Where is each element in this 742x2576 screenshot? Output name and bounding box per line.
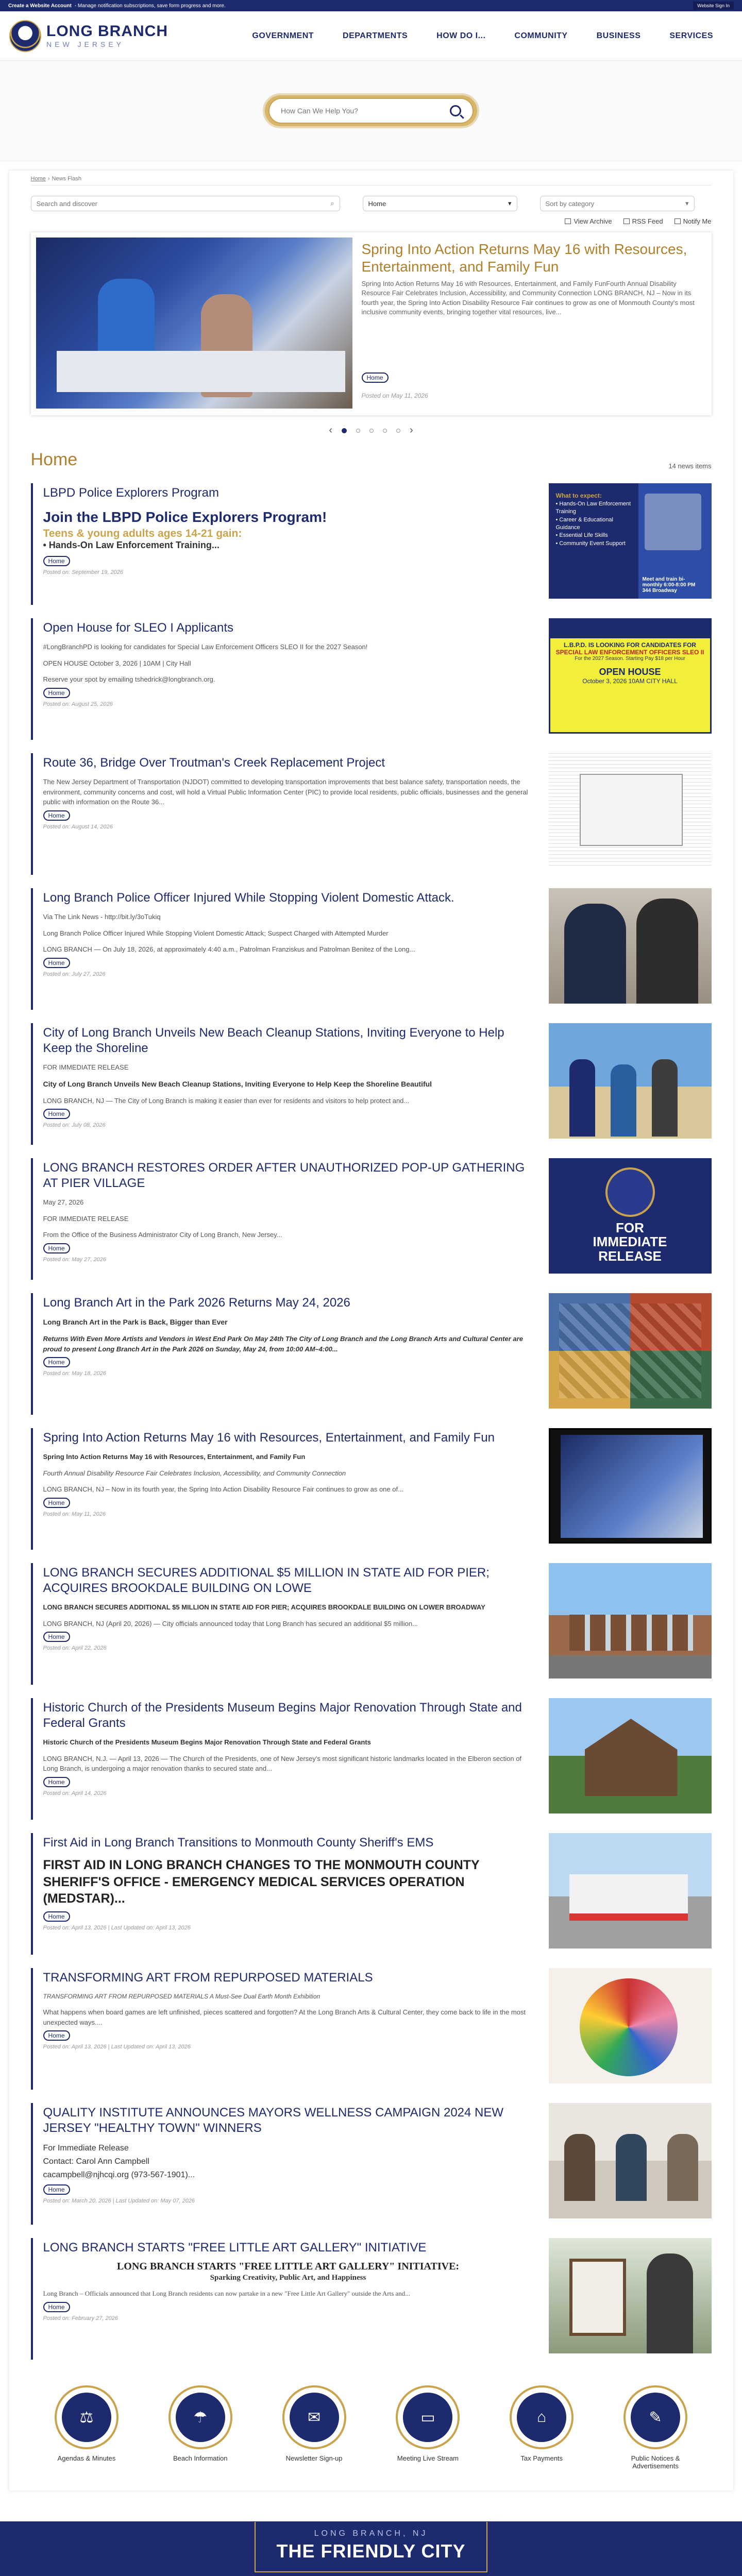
search-icon[interactable]: ⌕ [330,199,334,207]
slide-content [352,238,706,410]
news-title[interactable]: LBPD Police Explorers Program [43,486,219,500]
church-figure [585,1719,678,1796]
utility-bar [0,0,742,11]
news-date: Posted on: May 18, 2026 [43,1370,106,1377]
search-icon[interactable] [450,105,461,116]
hero-search [0,61,742,161]
thumb-line: RELEASE [598,1248,662,1264]
thumb-line: SPECIAL LAW ENFORCEMENT OFFICERS SLEO II [555,649,704,656]
main-nav [238,31,728,41]
envelope-icon [674,218,681,224]
news-headline: LONG BRANCH STARTS "FREE LITTLE ART GALLERY" INITIATIVE: [116,2261,460,2272]
nav-community[interactable]: COMMUNITY [514,31,568,40]
slide-category-button[interactable]: Home [362,372,389,383]
news-item [31,1023,712,1145]
news-title[interactable]: Long Branch Art in the Park 2026 Returns May 24, 2026 [43,1296,350,1310]
photo-figure [645,494,701,550]
megaphone-icon: ✎ [631,2393,680,2442]
news-line: What happens when board games are left unfinished, pieces scattered and forgotten? At the Long Branch Arts & Cultural Center, they come back to life in the most unexpected ways.... [43,2008,526,2026]
art-figure [580,1978,678,2076]
quick-link-label: Public Notices & Advertisements [631,2454,680,2470]
thumb-heading: What to expect: [555,492,602,499]
building-figure [569,1615,693,1651]
news-thumbnail[interactable] [549,1968,712,2083]
news-line: #LongBranchPD is looking for candidates for Special Law Enforcement Officers SLEO II for the 2027 Season! [43,643,368,651]
news-item [31,2103,712,2225]
news-date: Posted on: August 14, 2026 [43,823,113,830]
news-item [31,888,712,1010]
slide-date: Posted on May 11, 2026 [361,392,428,399]
view-archive-label: View Archive [574,217,612,225]
news-line: Via The Link News - http://bit.ly/3oTukiq [43,913,161,921]
gallery-box-figure [569,2259,626,2336]
news-thumbnail[interactable] [549,2238,712,2353]
news-thumbnail[interactable] [549,1563,712,1679]
thumb-bullet: • Community Event Support [555,540,626,547]
person-figure [611,1064,636,1137]
thumb-footer: Meet and train bi-monthly 6:00-8:00 PM 344 Broadway [642,577,696,594]
quick-link-label: Tax Payments [520,2454,563,2462]
slider-dot[interactable] [342,428,347,433]
search-pill [263,93,479,128]
news-thumbnail[interactable] [549,618,712,734]
news-subheadline: Sparking Creativity, Public Art, and Happiness [210,2274,366,2282]
quick-link-agendas[interactable] [45,2385,128,2470]
news-title[interactable]: Open House for SLEO I Applicants [43,621,234,635]
news-line: cacampbell@njhcqi.org (973-567-1901)... [43,2171,195,2179]
house-icon: ⌂ [517,2393,566,2442]
city-seal-icon [605,1167,655,1217]
news-date: Posted on: April 22, 2026 [43,1645,107,1651]
news-item [31,1698,712,1820]
quick-link-circle [55,2385,119,2449]
news-line: For Immediate Release [43,2144,129,2153]
chevron-down-icon: ▾ [685,199,689,207]
news-line: City of Long Branch Unveils New Beach Cleanup Stations, Inviting Everyone to Help Keep the Shoreline Beautiful [43,1079,432,1088]
slider-dot[interactable] [383,429,387,433]
main-content [9,171,733,2490]
news-line: LONG BRANCH, NJ — The City of Long Branch is making it easier than ever for residents and visitors to help protect and... [43,1096,410,1105]
news-line: The New Jersey Department of Transportation (NJDOT) committed to developing transportation improvements that best balance safety, transportation needs, the environment, community concerns and cost, will hold a Virtual Public Information Center (PIC) to provide local residents, public officials, businesses and the general public with information on the Route 36... [43,778,528,806]
tagline-location: LONG BRANCH, NJ [314,2529,428,2538]
news-date: Posted on: March 20, 2026 | Last Updated on: May 07, 2026 [43,2198,195,2204]
thumb-bullet: • Career & Educational Guidance [555,516,613,531]
person-figure [569,1059,595,1137]
news-line: OPEN HOUSE October 3, 2026 | 10AM | City Hall [43,659,191,667]
slider-dot[interactable] [396,429,400,433]
category-button[interactable]: Home [43,1498,70,1508]
nav-how-do-i[interactable]: HOW DO I... [436,31,486,40]
news-date: Posted on: February 27, 2026 [43,2315,119,2321]
news-line: LONG BRANCH SECURES ADDITIONAL $5 MILLION IN STATE AID FOR PIER; ACQUIRES BROOKDALE BUILDING ON LOWER BROADWAY [43,1603,485,1611]
category-button[interactable]: Home [43,556,70,566]
news-line: Long Branch – Officials announced that Long Branch residents can now partake in a new "Free Little Art Gallery" outside the Arts and... [43,2290,411,2297]
category-select[interactable] [363,196,517,211]
thumb-bullet: • Essential Life Skills [555,532,608,539]
slider-dot[interactable] [356,429,360,433]
news-line: FOR IMMEDIATE RELEASE [43,1063,129,1071]
logo-subtitle: NEW JERSEY [46,40,125,48]
news-date: Posted on: July 08, 2026 [43,1122,106,1128]
quick-link-circle [282,2385,346,2449]
news-line: LONG BRANCH — On July 18, 2026, at approximately 4:40 a.m., Patrolman Franziskus and Patrolman Benitez of the Long... [43,945,415,953]
news-item [31,1968,712,2090]
quick-link-livestream[interactable] [386,2385,469,2470]
news-item [31,618,712,740]
quick-link-label: Agendas & Minutes [57,2454,116,2462]
news-bullet: • Hands-On Law Enforcement Training... [43,540,220,550]
art-figure [559,1303,701,1398]
event-photo-figure [561,1435,703,1538]
section-title: Home [30,450,78,469]
quick-link-circle [396,2385,460,2449]
rss-icon [623,218,630,224]
category-button[interactable]: Home [43,1109,70,1119]
monitor-icon: ▭ [403,2393,452,2442]
notify-me-label: Notify Me [683,217,712,225]
thumb-line: For the 2027 Season. Starting Pay $18 per Hour [575,656,685,662]
breadcrumb-home[interactable]: Home [30,176,46,182]
news-thumbnail[interactable] [549,753,712,869]
news-title[interactable]: First Aid in Long Branch Transitions to Monmouth County Sheriff's EMS [43,1836,434,1850]
news-thumbnail[interactable] [549,1428,712,1544]
news-item [31,2238,712,2360]
quick-links [9,2360,733,2470]
quick-link-label: Beach Information [173,2454,228,2462]
quick-link-newsletter[interactable] [273,2385,356,2470]
category-button[interactable]: Home [43,2184,70,2195]
sign-in-button[interactable]: Website Sign In [693,2,734,10]
quick-link-label: Newsletter Sign-up [285,2454,343,2462]
nav-business[interactable]: BUSINESS [596,31,641,40]
news-line: TRANSFORMING ART FROM REPURPOSED MATERIALS A Must-See Dual Earth Month Exhibition [43,1993,321,2000]
tagline-band [0,2521,742,2576]
chevron-left-icon[interactable]: ‹ [329,425,332,436]
news-title[interactable]: Historic Church of the Presidents Museum Begins Major Renovation Through State and Federal Grants [43,1701,522,1730]
quick-link-circle [623,2385,687,2449]
quick-link-notices[interactable] [614,2385,697,2470]
breadcrumb-current: News Flash [52,176,81,182]
news-title[interactable]: LONG BRANCH STARTS "FREE LITTLE ART GALLERY" INITIATIVE [43,2241,427,2255]
news-line: Fourth Annual Disability Resource Fair Celebrates Inclusion, Accessibility, and Community Connection [43,1469,346,1477]
news-date: Posted on: May 27, 2026 [43,1256,106,1263]
news-line: Spring Into Action Returns May 16 with Resources, Entertainment, and Family Fun [43,1453,306,1461]
quick-link-tax[interactable] [500,2385,583,2470]
site-header [0,11,742,61]
category-button[interactable]: Home [43,1357,70,1367]
news-line: FOR IMMEDIATE RELEASE [43,1214,129,1223]
news-line: LONG BRANCH, N.J. — April 13, 2026 — The Church of the Presidents, one of New Jersey's most significant historic landmarks located in the Elberon section of Long Branch, is undergoing a major renovation thanks to secured state and... [43,1754,522,1772]
gavel-icon: ⚖ [62,2393,111,2442]
thumb-banner [550,620,710,638]
category-button[interactable]: Home [43,1911,70,1922]
slide-description: Spring Into Action Returns May 16 with Resources, Entertainment, and Family FunFourth Annual Disability Resource Fair Celebrates Inclusion, Accessibility, and Community Connection LONG BRANCH, NJ – Now in its fourth year, the Spring Into Action Disability Resource Fair continues to grow as one of Monmouth County's most inclusive community events, bringing together vital resources, live... [361,280,695,316]
category-button[interactable]: Home [43,1243,70,1253]
news-item [31,1428,712,1550]
news-line: Returns With Even More Artists and Vendors in West End Park On May 24th The City of Long Branch and the Long Branch Arts and Cultural Center are proud to present Long Branch Art in the Park 2026 on Sunday, May 24, from 10:00 AM–4:00... [43,1335,523,1353]
slider-pagination [9,425,733,436]
news-item [31,1293,712,1415]
thumb-bullet: • Hands-On Law Enforcement Training [555,500,631,515]
news-item [31,1563,712,1685]
news-list [9,483,733,2360]
news-thumbnail[interactable] [549,1698,712,1814]
news-line: May 27, 2026 [43,1198,84,1206]
rss-feed-link[interactable] [623,217,663,225]
person-figure [647,2253,693,2353]
news-headline: FIRST AID IN LONG BRANCH CHANGES TO THE MONMOUTH COUNTY SHERIFF'S OFFICE - EMERGENCY MEDICAL SERVICES OPERATION (MEDSTAR)... [43,1858,480,1906]
site-search-input[interactable] [281,107,450,115]
person-figure [652,1059,678,1137]
thumb-text [556,492,633,548]
slider-dot[interactable] [369,429,374,433]
news-thumbnail[interactable] [549,1023,712,1139]
create-account-link[interactable]: Create a Website Account [8,3,72,9]
news-line: LONG BRANCH, NJ – Now in its fourth year, the Spring Into Action Disability Resource Fair continues to grow as one of... [43,1485,403,1493]
category-button[interactable]: Home [43,958,70,968]
news-line: Historic Church of the Presidents Museum Begins Major Renovation Through State and Federal Grants [43,1738,371,1746]
table-figure [57,351,345,392]
category-button[interactable]: Home [43,810,70,821]
news-title[interactable]: TRANSFORMING ART FROM REPURPOSED MATERIALS [43,1971,373,1985]
news-date: Posted on: April 13, 2026 | Last Updated on: April 13, 2026 [43,2044,191,2050]
beach-umbrella-icon: ☂ [176,2393,225,2442]
news-line: Contact: Carol Ann Campbell [43,2157,149,2166]
category-button[interactable]: Home [43,688,70,698]
news-search-field[interactable] [31,196,340,211]
news-item [31,483,712,605]
nav-government[interactable]: GOVERNMENT [252,31,314,40]
news-headline: Join the LBPD Police Explorers Program! [43,509,327,525]
archive-icon [565,218,571,224]
create-account [8,3,226,9]
news-filters [9,185,733,211]
news-title[interactable]: Route 36, Bridge Over Troutman's Creek Replacement Project [43,756,385,770]
thumb-line: L.B.P.D. IS LOOKING FOR CANDIDATES FOR [564,641,696,649]
sort-value: Sort by category [545,199,595,208]
news-date: Posted on: August 25, 2026 [43,701,113,707]
news-date: Posted on: September 19, 2026 [43,569,123,575]
search-box [268,98,474,124]
city-seal-icon [9,20,41,52]
notify-me-link[interactable] [674,217,712,225]
quick-link-beach[interactable] [159,2385,242,2470]
category-button[interactable]: Home [43,2030,70,2041]
news-date: Posted on: April 14, 2026 [43,1790,107,1797]
news-section-header [9,436,733,470]
news-item [31,1158,712,1280]
person-figure [667,2134,698,2201]
news-date: Posted on: May 11, 2026 [43,1511,106,1517]
news-line: Long Branch Police Officer Injured While Stopping Violent Domestic Attack; Suspect Charged with Attempted Murder [43,929,389,937]
featured-slider [31,232,712,415]
quick-link-circle [168,2385,232,2449]
news-item [31,753,712,875]
quick-link-circle [510,2385,574,2449]
thumb-line: FOR [616,1220,644,1235]
chevron-right-icon[interactable]: › [410,425,413,436]
news-thumbnail[interactable] [549,1833,712,1948]
thumb-line: October 3, 2026 10AM CITY HALL [582,677,678,685]
breadcrumb-separator: › [47,176,50,182]
news-title[interactable]: LONG BRANCH SECURES ADDITIONAL $5 MILLION IN STATE AID FOR PIER; ACQUIRES BROOKDALE BUILDING ON LOWE [43,1566,490,1595]
news-title[interactable]: Long Branch Police Officer Injured While Stopping Violent Domestic Attack. [43,891,454,905]
news-line: LONG BRANCH, NJ (April 20, 2026) — City officials announced today that Long Branch has secured an additional $5 million... [43,1619,418,1628]
site-logo[interactable] [9,20,195,52]
breadcrumb [9,171,733,185]
thumb-line: IMMEDIATE [593,1234,667,1250]
tagline-title: THE FRIENDLY CITY [276,2540,466,2562]
logo-title: LONG BRANCH [46,22,168,40]
news-tools [9,211,733,225]
news-thumbnail[interactable] [549,888,712,1004]
news-title[interactable]: Spring Into Action Returns May 16 with Resources, Entertainment, and Family Fun [43,1431,495,1445]
person-figure [564,904,626,1004]
newsletter-icon: ✉ [290,2393,339,2442]
slide-image[interactable] [36,238,352,409]
news-date: Posted on: April 13, 2026 | Last Updated on: April 13, 2026 [43,1924,191,1931]
news-thumbnail[interactable] [549,1158,712,1274]
person-figure [636,899,698,1004]
thumb-line: OPEN HOUSE [599,667,661,677]
news-line: Reserve your spot by emailing tshedrick@longbranch.org. [43,675,215,683]
map-figure [580,774,683,846]
news-title[interactable]: City of Long Branch Unveils New Beach Cleanup Stations, Inviting Everyone to Help Keep the Shoreline [43,1026,504,1055]
nav-services[interactable]: SERVICES [669,31,713,40]
person-figure [616,2134,647,2201]
create-account-desc: - Manage notification subscriptions, save form progress and more. [74,3,226,9]
news-search-placeholder: Search and discover [36,199,98,208]
news-count: 14 news items [668,462,712,470]
news-item [31,1833,712,1955]
news-line: Long Branch Art in the Park is Back, Bigger than Ever [43,1318,228,1326]
tagline-box [255,2522,487,2572]
view-archive-link[interactable] [565,217,612,225]
news-thumbnail[interactable] [549,483,712,599]
category-button[interactable]: Home [43,2302,70,2312]
category-value: Home [368,199,386,208]
nav-departments[interactable]: DEPARTMENTS [343,31,408,40]
news-subheadline: Teens & young adults ages 14-21 gain: [43,528,242,539]
person-figure [564,2134,595,2201]
news-line: From the Office of the Business Administrator City of Long Branch, New Jersey... [43,1231,282,1239]
news-date: Posted on: July 27, 2026 [43,971,106,977]
rss-feed-label: RSS Feed [632,217,663,225]
news-thumbnail[interactable] [549,2103,712,2218]
news-title[interactable]: QUALITY INSTITUTE ANNOUNCES MAYORS WELLNESS CAMPAIGN 2024 NEW JERSEY "HEALTHY TOWN" WINNERS [43,2106,504,2135]
category-button[interactable]: Home [43,1632,70,1642]
ambulance-figure [569,1874,688,1921]
news-thumbnail[interactable] [549,1293,712,1409]
news-title[interactable]: LONG BRANCH RESTORES ORDER AFTER UNAUTHORIZED POP-UP GATHERING AT PIER VILLAGE [43,1161,525,1190]
quick-link-label: Meeting Live Stream [397,2454,459,2462]
category-button[interactable]: Home [43,1777,70,1787]
sort-select[interactable] [540,196,695,211]
slide-title[interactable]: Spring Into Action Returns May 16 with Resources, Entertainment, and Family Fun [361,241,687,275]
chevron-down-icon: ▾ [508,199,512,207]
